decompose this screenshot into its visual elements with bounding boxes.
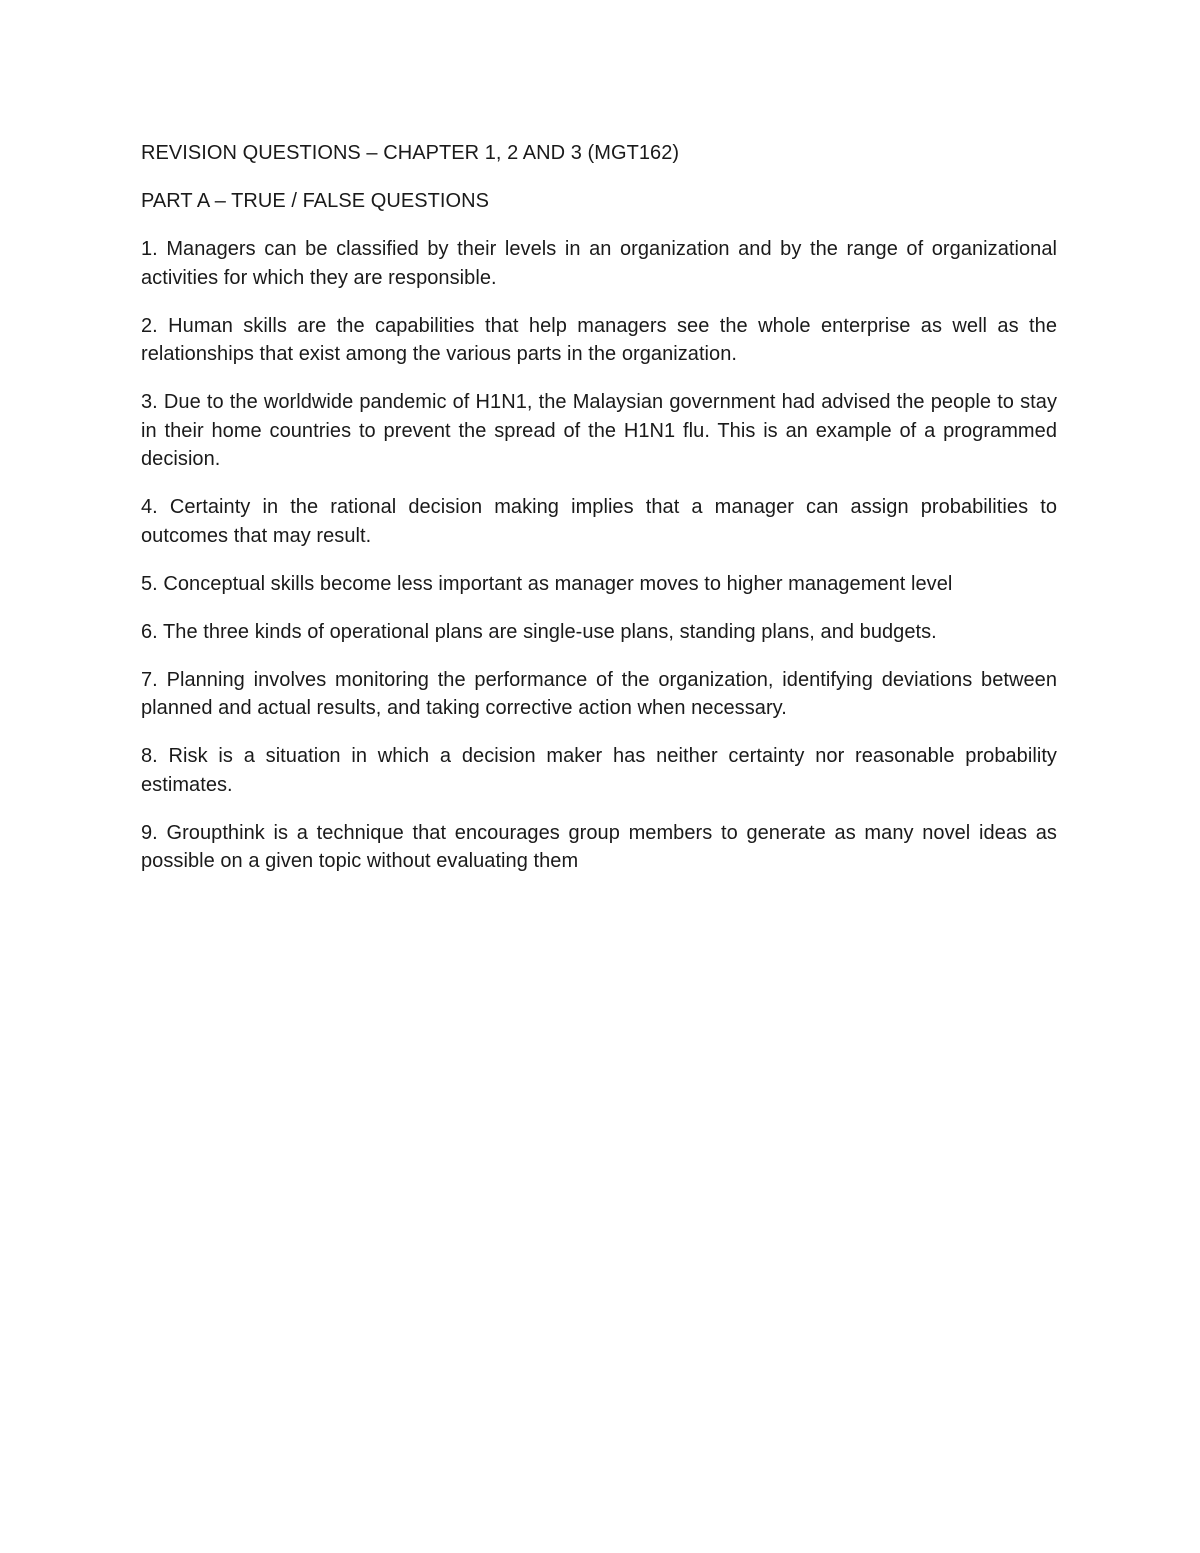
question-6 xyxy=(141,618,1057,647)
question-number: 3. xyxy=(141,391,158,413)
question-4 xyxy=(141,493,1057,550)
question-8 xyxy=(141,742,1057,799)
question-text: Managers can be classified by their levels in an organization and by the range of organizational activities for which they are responsible. xyxy=(141,238,1057,289)
question-text: Groupthink is a technique that encourages group members to generate as many novel ideas as possible on a given topic without evaluating them xyxy=(141,821,1057,872)
question-text: Certainty in the rational decision making implies that a manager can assign probabilities to outcomes that may result. xyxy=(141,496,1057,547)
question-3 xyxy=(141,388,1057,474)
question-text: Human skills are the capabilities that help managers see the whole enterprise as well as the relationships that exist among the various parts in the organization. xyxy=(141,314,1057,365)
question-text: Planning involves monitoring the performance of the organization, identifying deviations between planned and actual results, and taking corrective action when necessary. xyxy=(141,668,1057,719)
question-number: 8. xyxy=(141,745,158,767)
question-text: Conceptual skills become less important as manager moves to higher management level xyxy=(157,572,953,595)
question-number: 5. xyxy=(141,572,158,595)
question-2 xyxy=(141,312,1057,369)
question-7 xyxy=(141,666,1057,723)
document-title: REVISION QUESTIONS – CHAPTER 1, 2 AND 3 (MGT162) xyxy=(141,142,680,164)
question-number: 1. xyxy=(141,238,158,260)
question-text: The three kinds of operational plans are single-use plans, standing plans, and budgets. xyxy=(157,620,937,643)
question-number: 6. xyxy=(141,620,158,643)
question-5 xyxy=(141,570,1057,599)
question-number: 4. xyxy=(141,496,158,518)
question-1 xyxy=(141,235,1057,292)
question-number: 9. xyxy=(141,821,158,844)
question-number: 7. xyxy=(141,668,158,691)
document-body xyxy=(141,139,1057,895)
part-heading: PART A – TRUE / FALSE QUESTIONS xyxy=(141,190,489,212)
question-text: Due to the worldwide pandemic of H1N1, the Malaysian government had advised the people to stay in their home countries to prevent the spread of the H1N1 flu. This is an example of a programmed decision. xyxy=(141,391,1057,470)
question-text: Risk is a situation in which a decision maker has neither certainty nor reasonable probability estimates. xyxy=(141,745,1057,796)
question-9 xyxy=(141,819,1057,876)
question-number: 2. xyxy=(141,314,158,337)
